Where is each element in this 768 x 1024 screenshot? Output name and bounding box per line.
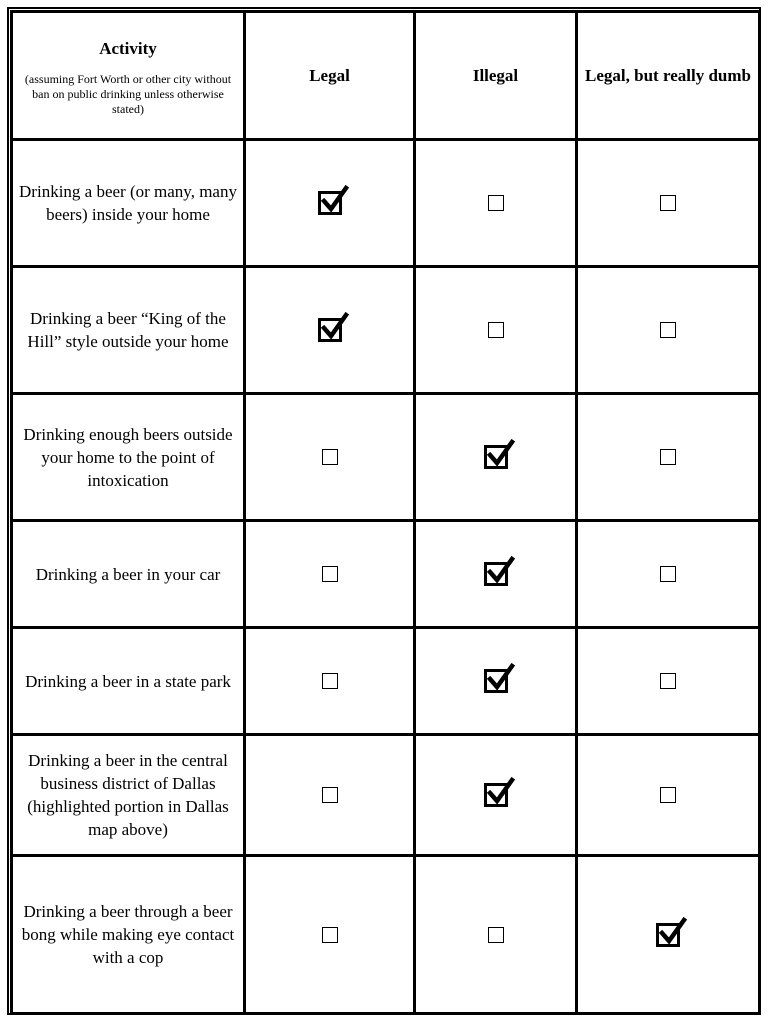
unchecked-checkbox[interactable] xyxy=(322,927,338,943)
unchecked-checkbox[interactable] xyxy=(322,566,338,582)
unchecked-checkbox[interactable] xyxy=(488,322,504,338)
unchecked-checkbox[interactable] xyxy=(660,322,676,338)
unchecked-checkbox[interactable] xyxy=(488,195,504,211)
table-row xyxy=(12,628,760,735)
illegal-header: Illegal xyxy=(415,12,577,140)
legal-cell xyxy=(245,267,415,394)
activity-cell: Drinking enough beers outside your home to the point of intoxication xyxy=(12,394,245,521)
checked-checkbox[interactable] xyxy=(318,191,342,215)
activity-cell: Drinking a beer in your car xyxy=(12,521,245,628)
legal-cell xyxy=(245,735,415,856)
activity-header-note: (assuming Fort Worth or other city without ban on public drinking unless otherwise stated) xyxy=(24,72,232,116)
table-row xyxy=(12,394,760,521)
unchecked-checkbox[interactable] xyxy=(660,449,676,465)
unchecked-checkbox[interactable] xyxy=(660,787,676,803)
activity-cell: Drinking a beer in a state park xyxy=(12,628,245,735)
dumb-cell xyxy=(577,521,760,628)
unchecked-checkbox[interactable] xyxy=(322,449,338,465)
unchecked-checkbox[interactable] xyxy=(660,195,676,211)
dumb-cell xyxy=(577,735,760,856)
checked-checkbox[interactable] xyxy=(484,783,508,807)
illegal-cell xyxy=(415,735,577,856)
legal-header: Legal xyxy=(245,12,415,140)
header-row xyxy=(12,12,760,140)
unchecked-checkbox[interactable] xyxy=(322,673,338,689)
legal-cell xyxy=(245,140,415,267)
activity-cell: Drinking a beer through a beer bong while making eye contact with a cop xyxy=(12,856,245,1014)
legal-cell xyxy=(245,856,415,1014)
unchecked-checkbox[interactable] xyxy=(488,927,504,943)
table-row xyxy=(12,735,760,856)
dumb-cell xyxy=(577,267,760,394)
table-row xyxy=(12,267,760,394)
checked-checkbox[interactable] xyxy=(656,923,680,947)
checked-checkbox[interactable] xyxy=(484,445,508,469)
table-row xyxy=(12,521,760,628)
unchecked-checkbox[interactable] xyxy=(660,673,676,689)
checked-checkbox[interactable] xyxy=(318,318,342,342)
legality-table xyxy=(10,10,761,1015)
unchecked-checkbox[interactable] xyxy=(660,566,676,582)
checked-checkbox[interactable] xyxy=(484,669,508,693)
legal-cell xyxy=(245,628,415,735)
unchecked-checkbox[interactable] xyxy=(322,787,338,803)
dumb-cell xyxy=(577,628,760,735)
illegal-cell xyxy=(415,521,577,628)
activity-cell: Drinking a beer (or many, many beers) inside your home xyxy=(12,140,245,267)
activity-header-title: Activity xyxy=(99,39,157,58)
table-row xyxy=(12,140,760,267)
illegal-cell xyxy=(415,628,577,735)
dumb-header: Legal, but really dumb xyxy=(577,12,760,140)
activity-header xyxy=(12,12,245,140)
activity-cell: Drinking a beer “King of the Hill” style outside your home xyxy=(12,267,245,394)
dumb-cell xyxy=(577,394,760,521)
activity-cell: Drinking a beer in the central business district of Dallas (highlighted portion in Dallas map above) xyxy=(12,735,245,856)
illegal-cell xyxy=(415,394,577,521)
table-row xyxy=(12,856,760,1014)
dumb-cell xyxy=(577,140,760,267)
dumb-cell xyxy=(577,856,760,1014)
illegal-cell xyxy=(415,140,577,267)
checked-checkbox[interactable] xyxy=(484,562,508,586)
illegal-cell xyxy=(415,856,577,1014)
illegal-cell xyxy=(415,267,577,394)
legal-cell xyxy=(245,521,415,628)
legal-cell xyxy=(245,394,415,521)
